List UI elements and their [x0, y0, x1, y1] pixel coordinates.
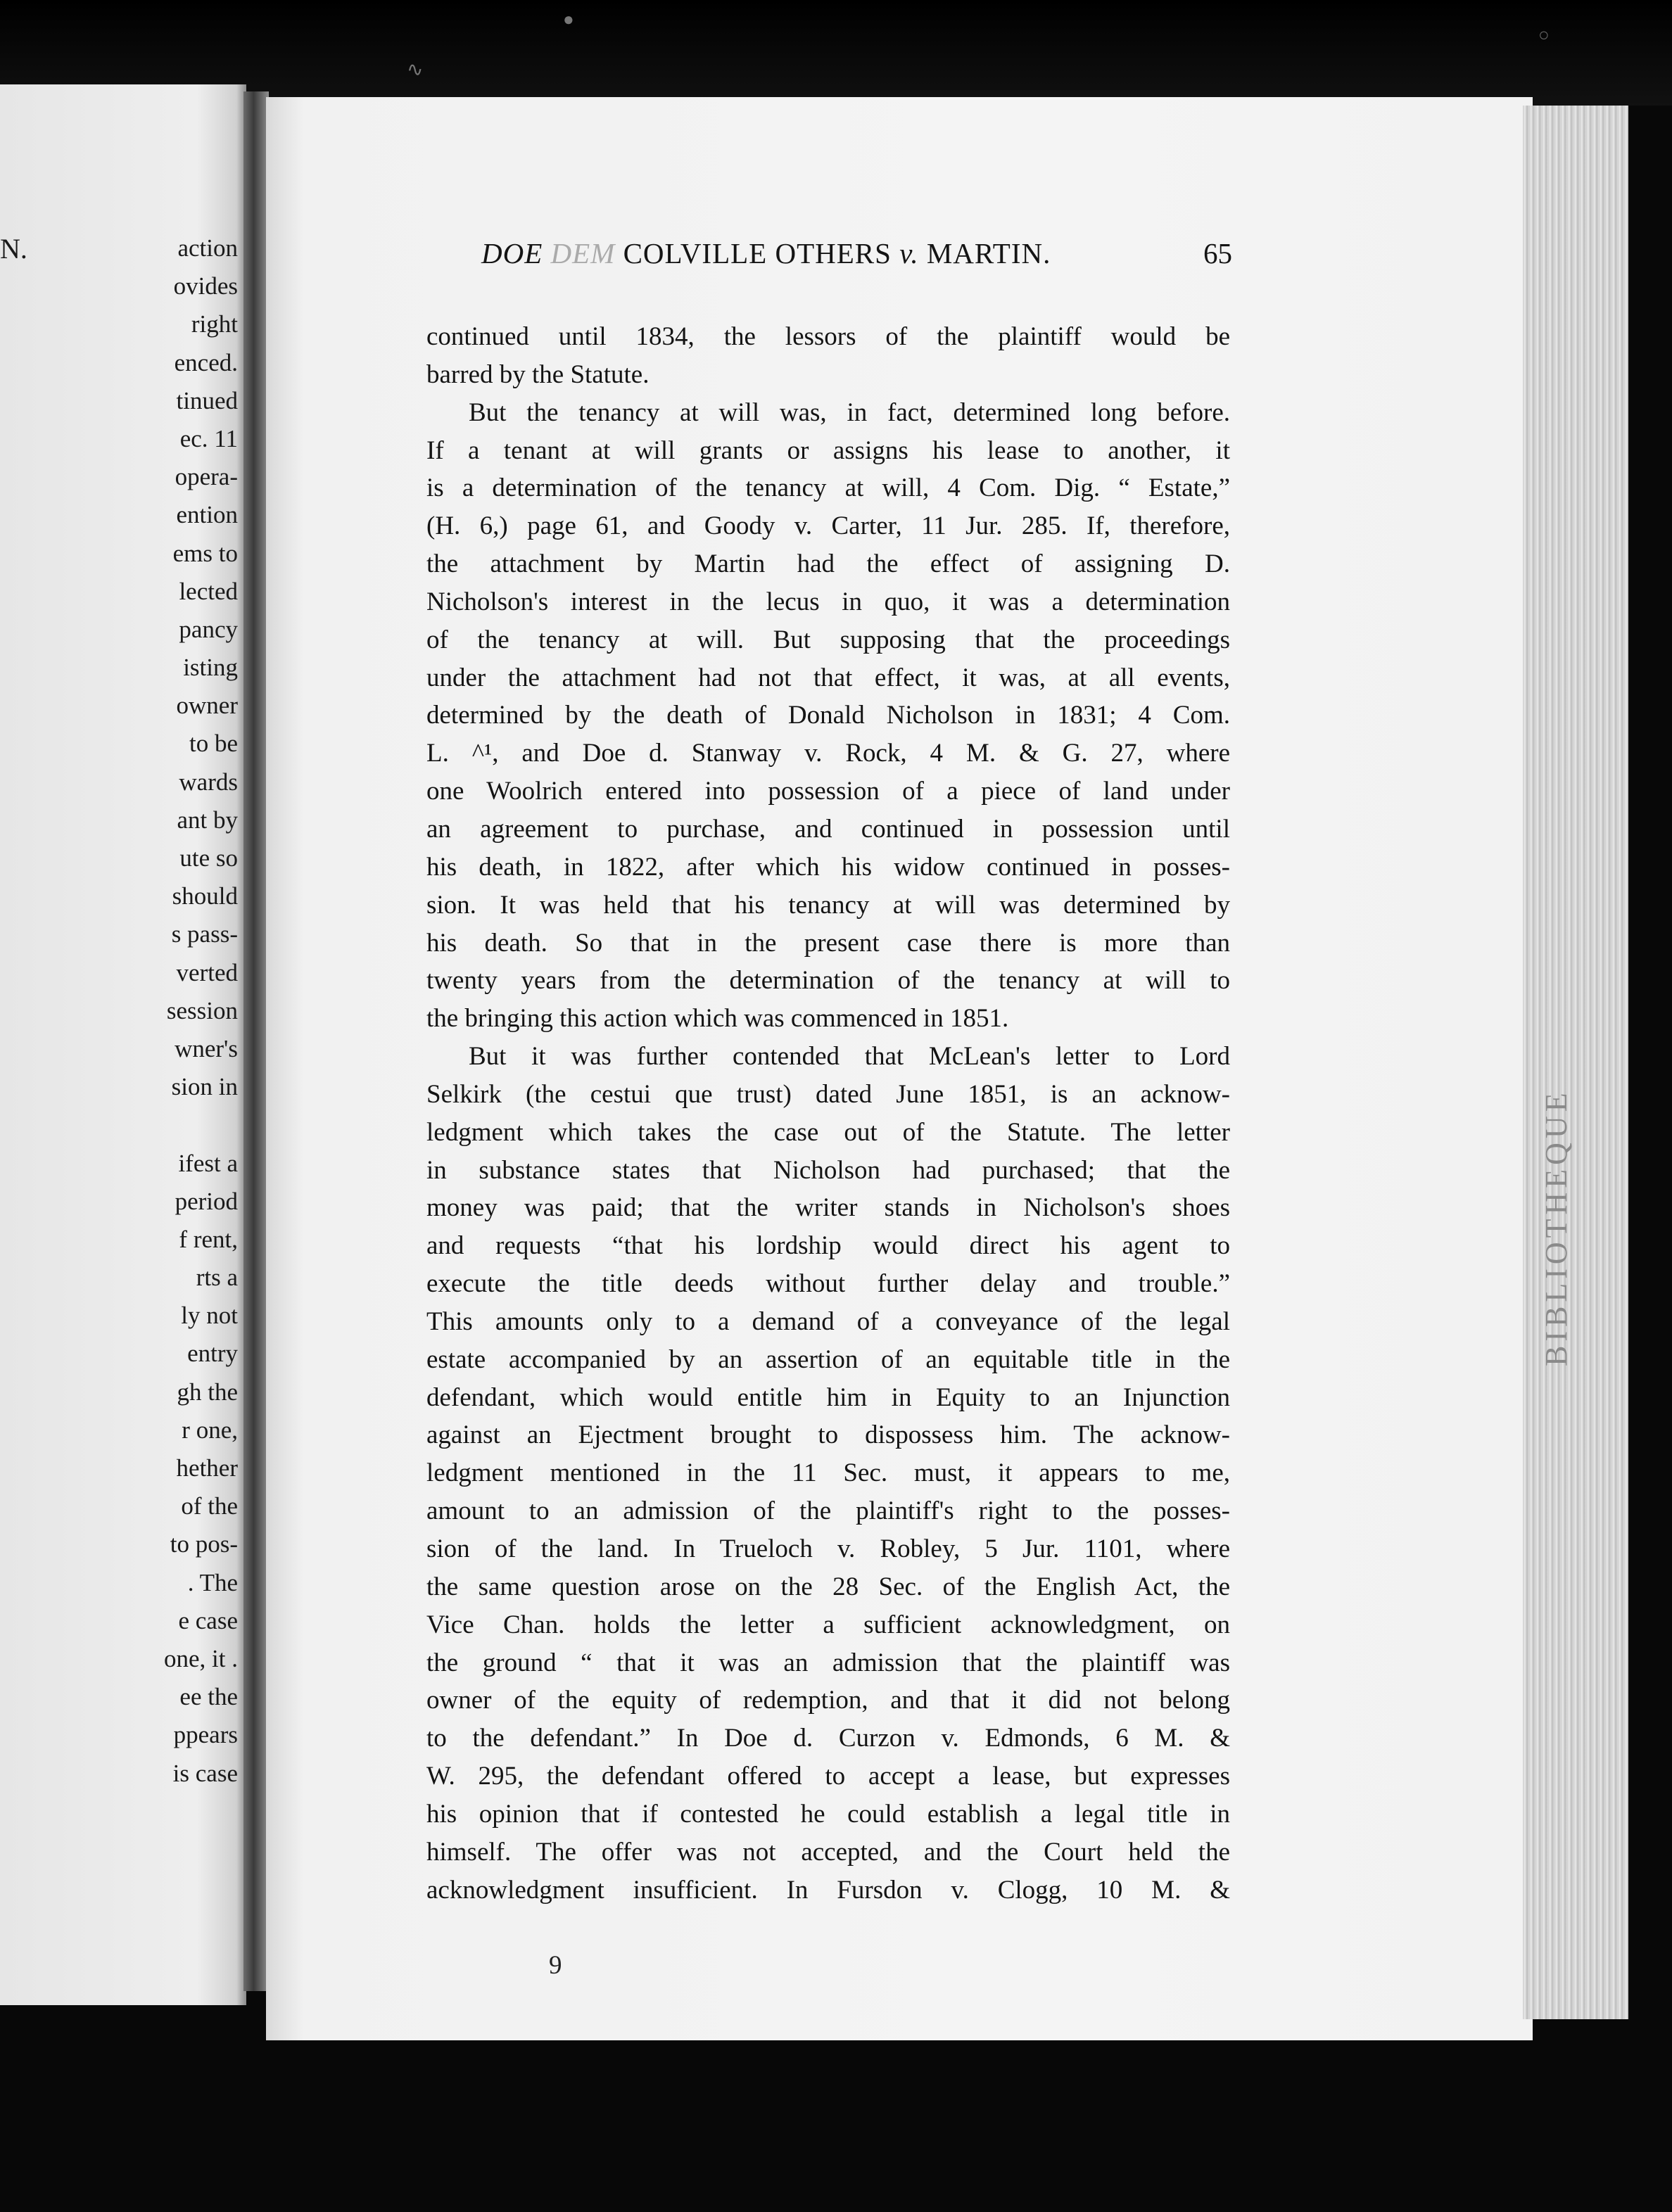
- body-line: L. ^¹, and Doe d. Stanway v. Rock, 4 M. & G. 27, where: [426, 739, 1230, 768]
- body-line: But the tenancy at will was, in fact, determined long before.: [469, 398, 1230, 427]
- body-line: execute the title deeds without further delay and trouble.”: [426, 1269, 1230, 1299]
- body-line: his death, in 1822, after which his widow continued in posses-: [426, 852, 1230, 882]
- running-head-doe: DOE: [481, 237, 551, 269]
- left-page-line: should: [172, 882, 238, 910]
- body-line: the bringing this action which was commenced in 1851.: [426, 1004, 1009, 1034]
- body-line: continued until 1834, the lessors of the plaintiff would be: [426, 322, 1230, 351]
- page-edges: [1523, 106, 1628, 2019]
- left-page-line: entry: [187, 1340, 238, 1368]
- page-number: 65: [1203, 237, 1232, 269]
- body-line: the same question arose on the 28 Sec. of the English Act, the: [426, 1572, 1230, 1601]
- top-shadow: [0, 0, 1672, 106]
- left-page-line: ly not: [181, 1302, 238, 1330]
- body-line: one Woolrich entered into possession of a piece of land under: [426, 777, 1230, 806]
- left-page-line: tinued: [176, 386, 238, 414]
- left-page-line: wner's: [175, 1034, 238, 1062]
- left-page-line: ovides: [173, 272, 238, 300]
- body-line: his death. So that in the present case there is more than: [426, 928, 1230, 958]
- left-page-line: ec. 11: [179, 424, 238, 452]
- body-line: sion of the land. In Trueloch v. Robley, 5 Jur. 1101, where: [426, 1534, 1230, 1563]
- running-head-versus: v.: [899, 237, 919, 269]
- left-page-line: isting: [183, 654, 238, 682]
- signature-mark: 9: [549, 1951, 562, 1980]
- body-line: If a tenant at will grants or assigns his lease to another, it: [426, 436, 1230, 465]
- body-line: of the tenancy at will. But supposing that the proceedings: [426, 625, 1230, 654]
- left-page-line: s pass-: [171, 920, 238, 948]
- left-page-line: rts a: [196, 1264, 238, 1292]
- body-line: and requests “that his lordship would direct his agent to: [426, 1231, 1230, 1261]
- body-line: barred by the Statute.: [426, 360, 650, 389]
- body-line: Vice Chan. holds the letter a sufficient acknowledgment, on: [426, 1610, 1230, 1639]
- left-page-line: e case: [178, 1606, 238, 1634]
- body-line: ledgment mentioned in the 11 Sec. must, it appears to me,: [426, 1458, 1230, 1488]
- body-line: twenty years from the determination of the tenancy at will to: [426, 966, 1230, 996]
- left-page-line: one, it .: [164, 1644, 238, 1672]
- body-line: under the attachment had not that effect, it was, at all events,: [426, 663, 1230, 692]
- body-line: is a determination of the tenancy at will, 4 Com. Dig. “ Estate,”: [426, 473, 1230, 503]
- left-page-line: session: [166, 996, 238, 1024]
- left-page-line: verted: [176, 958, 238, 986]
- left-page-line: gh the: [177, 1378, 238, 1406]
- body-line: in substance states that Nicholson had purchased; that the: [426, 1155, 1230, 1185]
- body-line: the attachment by Martin had the effect of assigning D.: [426, 549, 1230, 579]
- left-page-line: [0, 1106, 238, 1144]
- body-line: an agreement to purchase, and continued in possession until: [426, 814, 1230, 844]
- left-page-line: of the: [181, 1492, 238, 1520]
- left-page-line: r one,: [182, 1416, 238, 1444]
- left-page-line: opera-: [175, 463, 238, 491]
- dust-mark: ●: [563, 8, 574, 30]
- left-page-line: wards: [179, 768, 238, 796]
- dust-mark: ∿: [407, 58, 424, 80]
- left-page-line: pancy: [179, 615, 238, 643]
- body-text: [426, 318, 1230, 1909]
- left-page-line: enced.: [174, 348, 238, 376]
- body-line: money was paid; that the writer stands in Nicholson's shoes: [426, 1193, 1230, 1223]
- left-page-line: ute so: [179, 844, 238, 872]
- left-page-line: to be: [189, 730, 238, 758]
- left-page-line: . The: [187, 1568, 238, 1596]
- running-head-others: OTHERS: [775, 237, 900, 269]
- body-line: owner of the equity of redemption, and that it did not belong: [426, 1686, 1230, 1715]
- body-line: defendant, which would entitle him in Equity to an Injunction: [426, 1382, 1230, 1412]
- body-line: This amounts only to a demand of a conveyance of the legal: [426, 1307, 1230, 1336]
- running-head-martin: MARTIN.: [918, 237, 1051, 269]
- body-line: amount to an admission of the plaintiff's right to the posses-: [426, 1496, 1230, 1526]
- body-line: ledgment which takes the case out of the Statute. The letter: [426, 1117, 1230, 1147]
- library-stamp: BIBLIOTHEQUE: [1539, 1088, 1573, 1367]
- running-head: [481, 236, 1238, 270]
- body-line: against an Ejectment brought to dispossess him. The acknow-: [426, 1420, 1230, 1450]
- running-head-colville: COLVILLE: [615, 237, 775, 269]
- left-page-line: ppears: [173, 1721, 238, 1749]
- body-line: Nicholson's interest in the lecus in quo, it was a determination: [426, 587, 1230, 616]
- body-line: determined by the death of Donald Nicholson in 1831; 4 Com.: [426, 701, 1230, 730]
- left-page-line: hether: [176, 1454, 238, 1482]
- left-page-line: sion in: [171, 1073, 238, 1101]
- left-page-line: lected: [179, 577, 238, 605]
- left-page-line: ention: [176, 501, 238, 529]
- body-line: sion. It was held that his tenancy at will was determined by: [426, 890, 1230, 920]
- body-line: But it was further contended that McLean's letter to Lord: [469, 1042, 1230, 1072]
- left-page-line: ee the: [179, 1683, 238, 1711]
- body-line: himself. The offer was not accepted, and the Court held the: [426, 1837, 1230, 1867]
- body-line: (H. 6,) page 61, and Goody v. Carter, 11 Jur. 285. If, therefore,: [426, 511, 1230, 541]
- left-page-line: f rent,: [179, 1225, 238, 1253]
- left-page-line: ems to: [172, 539, 238, 567]
- left-page-line: ant by: [177, 806, 238, 834]
- left-page-line: is case: [172, 1759, 238, 1787]
- left-page-heading: N.: [0, 233, 27, 265]
- body-line: his opinion that if contested he could establish a legal title in: [426, 1799, 1230, 1829]
- dust-mark: ○: [1538, 24, 1550, 45]
- left-page-line: right: [191, 310, 238, 338]
- left-page-line: ifest a: [178, 1149, 238, 1177]
- left-page-text: [0, 229, 238, 1793]
- left-page-line: action: [177, 234, 238, 262]
- body-line: acknowledgment insufficient. In Fursdon v. Clogg, 10 M. &: [426, 1875, 1230, 1905]
- left-page-line: owner: [176, 692, 238, 720]
- book-gutter: [243, 91, 269, 1991]
- left-page-line: to pos-: [170, 1530, 238, 1558]
- running-head-dem: DEM: [550, 237, 616, 269]
- body-line: to the defendant.” In Doe d. Curzon v. Edmonds, 6 M. &: [426, 1724, 1230, 1753]
- body-line: estate accompanied by an assertion of an equitable title in the: [426, 1345, 1230, 1374]
- left-page-line: period: [175, 1187, 238, 1215]
- body-line: W. 295, the defendant offered to accept a lease, but expresses: [426, 1762, 1230, 1791]
- body-line: Selkirk (the cestui que trust) dated June 1851, is an acknow-: [426, 1079, 1230, 1109]
- body-line: the ground “ that it was an admission that the plaintiff was: [426, 1648, 1230, 1677]
